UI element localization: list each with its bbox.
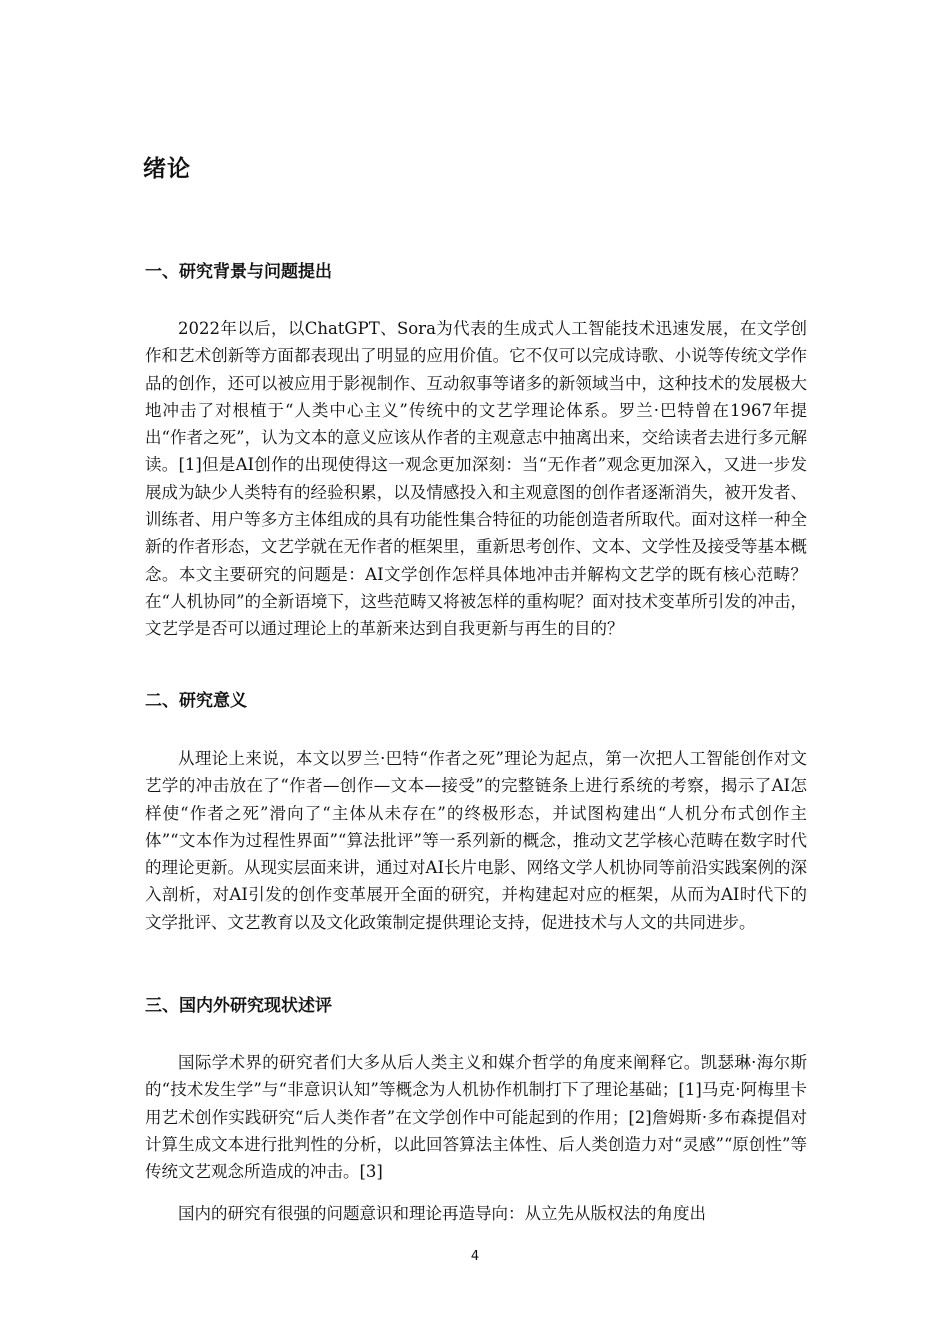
section-heading-significance: 二、研究意义 [145,691,247,711]
chapter-title: 绪论 [143,156,191,182]
page-number: 4 [470,1249,480,1264]
paragraph-background: 2022年以后，以ChatGPT、Sora为代表的生成式人工智能技术迅速发展，在文学创作和艺术创新等方面都表现出了明显的应用价值。它不仅可以完成诗歌、小说等传统文学作品的创作，还可以被应用于影视制作、互动叙事等诸多的新领域当中，这种技术的发展极大地冲击了对根植于“人类中心主义”传统中的文艺学理论体系。罗兰·巴特曾在1967年提出“作者之死”，认为文本的意义应该从作者的主观意志中抽离出来，交给读者去进行多元解读。[1]但是AI创作的出现使得这一观念更加深刻：当“无作者”观念更加深入，又进一步发展成为缺少人类特有的经验积累，以及情感投入和主观意图的创作者逐渐消失，被开发者、训练者、用户等多方主体组成的具有功能性集合特征的功能创造者所取代。面对这样一种全新的作者形态，文艺学就在无作者的框架里，重新思考创作、文本、文学性及接受等基本概念。本文主要研究的问题是：AI文学创作怎样具体地冲击并解构文艺学的既有核心范畴？在“人机协同”的全新语境下，这些范畴又将被怎样的重构呢？面对技术变革所引发的冲击，文艺学是否可以通过理论上的革新来达到自我更新与再生的目的？ [145,319,807,639]
paragraph-international-research: 国际学术界的研究者们大多从后人类主义和媒介哲学的角度来阐释它。凯瑟琳·海尔斯的“技术发生学”与“非意识认知”等概念为人机协作机制打下了理论基础；[1]马克·阿梅里卡用艺术创作实践研究“后人类作者”在文学创作中可能起到的作用；[2]詹姆斯·多布森提倡对计算生成文本进行批判性的分析，以此回答算法主体性、后人类创造力对“灵感”“原创性”等传统文艺观念所造成的冲击。[3] [145,1053,807,1182]
paragraph-domestic-research: 国内的研究有很强的问题意识和理论再造导向：从立先从版权法的角度出 [178,1204,706,1223]
paragraph-significance: 从理论上来说，本文以罗兰·巴特“作者之死”理论为起点，第一次把人工智能创作对文艺学的冲击放在了“作者—创作—文本—接受”的完整链条上进行系统的考察，揭示了AI怎样使“作者之死”滑向了“主体从未存在”的终极形态，并试图构建出“人机分布式创作主体”“文本作为过程性界面”“算法批评”等一系列新的概念，推动文艺学核心范畴在数字时代的理论更新。从现实层面来讲，通过对AI长片电影、网络文学人机协同等前沿实践案例的深入剖析，对AI引发的创作变革展开全面的研究，并构建起对应的框架，从而为AI时代下的文学批评、文艺教育以及文化政策制定提供理论支持，促进技术与人文的共同进步。 [145,749,807,932]
section-heading-background: 一、研究背景与问题提出 [145,262,332,282]
section-heading-literature-review: 三、国内外研究现状述评 [145,996,332,1016]
